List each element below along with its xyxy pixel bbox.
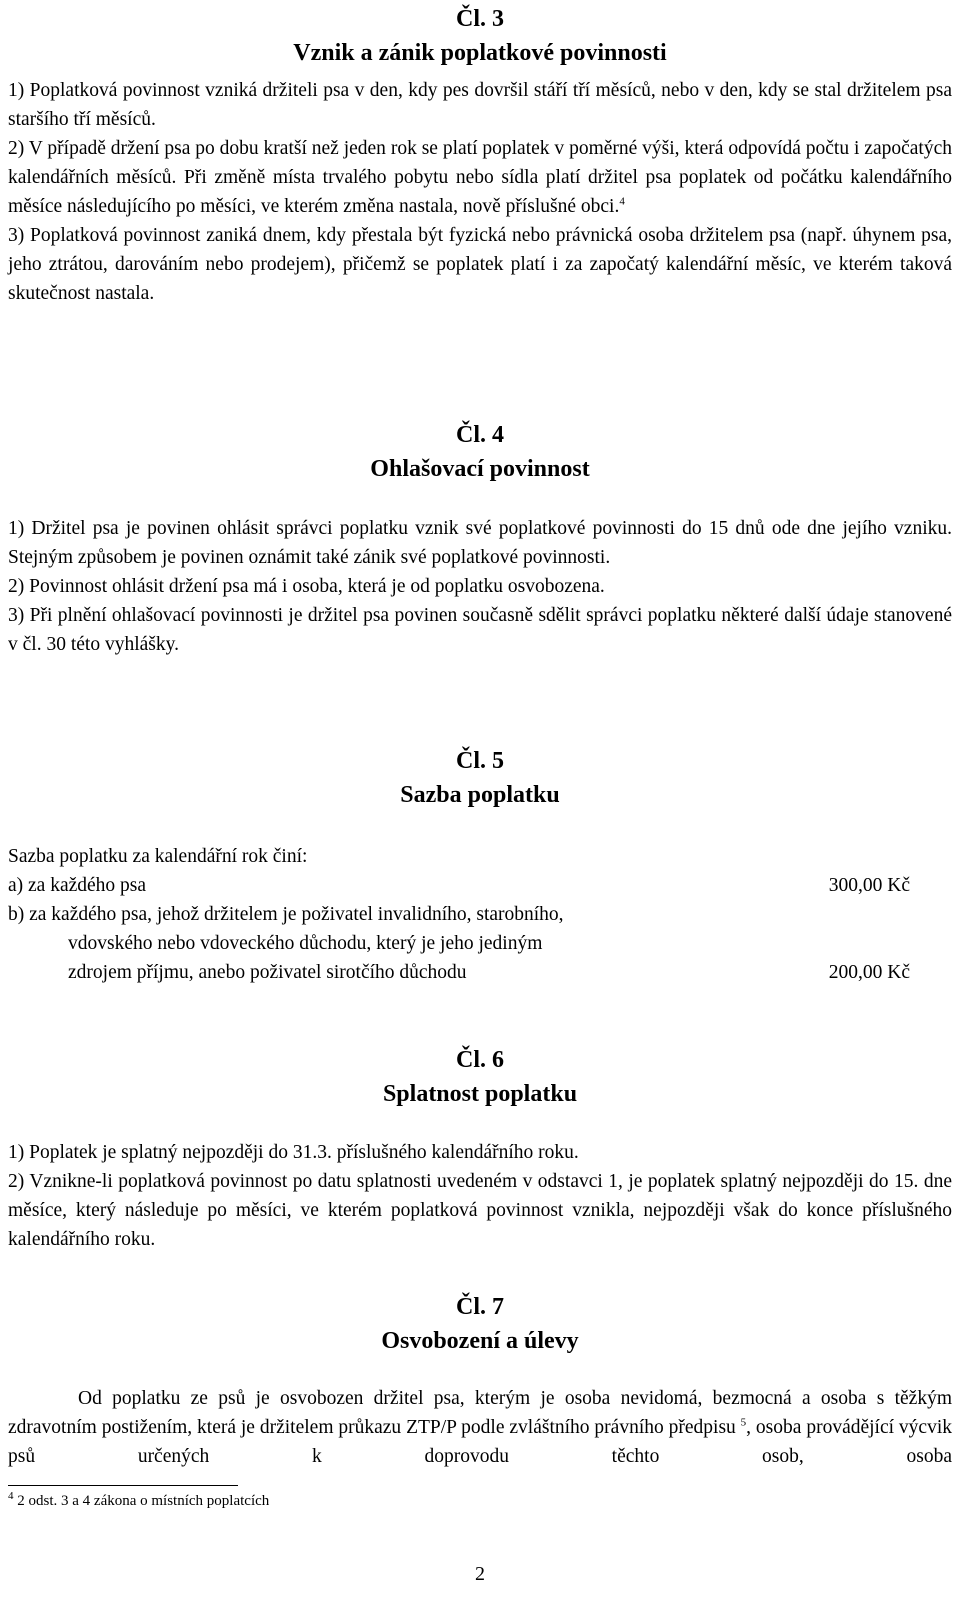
rate-a-text: a) za každého psa bbox=[8, 875, 147, 896]
article-4 bbox=[8, 418, 952, 486]
article-6-number: Čl. 6 bbox=[456, 1047, 504, 1073]
article-6 bbox=[8, 1043, 952, 1111]
article-3-para-1: 1) Poplatková povinnost vzniká držiteli psa v den, kdy pes dovršil stáří tří měsíců, nebo v den, kdy se stal držitelem psa staršího tří měsíců. bbox=[8, 80, 952, 130]
article-4-para-2: 2) Povinnost ohlásit držení psa má i osoba, která je od poplatku osvobozena. bbox=[8, 576, 605, 597]
article-5-body bbox=[8, 842, 952, 987]
rate-b-line-2: vdovského nebo vdoveckého důchodu, který je jeho jediným bbox=[68, 933, 543, 954]
page-number: 2 bbox=[475, 1563, 485, 1585]
article-4-para-3: 3) Při plnění ohlašovací povinnosti je držitel psa povinen současně sdělit správci poplatku některé další údaje stanovené v čl. 30 této vyhlášky. bbox=[8, 605, 952, 655]
rate-intro: Sazba poplatku za kalendářní rok činí: bbox=[8, 846, 308, 867]
article-4-body bbox=[8, 514, 952, 659]
article-7-body bbox=[8, 1384, 952, 1471]
footnote bbox=[8, 1490, 269, 1512]
article-3-para-3: 3) Poplatková povinnost zaniká dnem, kdy přestala být fyzická nebo právnická osoba držitelem psa (např. úhynem psa, jeho ztrátou, darováním nebo prodejem), přičemž se poplatek platí i za započatý kalendářní měsíc, ve kterém taková skutečnost nastala. bbox=[8, 225, 952, 304]
article-4-number: Čl. 4 bbox=[456, 422, 504, 448]
article-3-number: Čl. 3 bbox=[456, 6, 504, 32]
article-6-title: Splatnost poplatku bbox=[382, 1081, 578, 1107]
article-4-para-1: 1) Držitel psa je povinen ohlásit správci poplatku vznik své poplatkové povinnosti do 15 dnů ode dne jejího vzniku. Stejným způsobem je povinen oznámit také zánik své poplatkové povinnosti. bbox=[8, 518, 952, 568]
article-3-para-2 bbox=[8, 134, 952, 221]
article-7-para-1-tail: , osoba provádějící výcvik psů určených k doprovodu těchto osob, osoba bbox=[8, 1417, 952, 1467]
rate-a-amount: 300,00 Kč bbox=[828, 875, 910, 896]
article-6-para-2: 2) Vznikne-li poplatková povinnost po datu splatnosti uvedeném v odstavci 1, je poplatek splatný nejpozději do 15. dne měsíce, který následuje po měsíci, ve kterém poplatková povinnost vznikla, nejpozději však do konce příslušného kalendářního roku. bbox=[8, 1171, 952, 1250]
footnote-ref-4: 4 bbox=[619, 195, 625, 208]
article-7-para-1-text: Od poplatku ze psů je osvobozen držitel psa, kterým je osoba nevidomá, bezmocná a osoba s těžkým zdravotním postižením, která je držitelem průkazu ZTP/P podle zvláštního právního předpisu bbox=[8, 1388, 952, 1438]
article-5-title: Sazba poplatku bbox=[400, 782, 560, 808]
article-4-title: Ohlašovací povinnost bbox=[370, 456, 590, 482]
footnote-separator bbox=[8, 1485, 238, 1486]
rate-b-amount: 200,00 Kč bbox=[828, 962, 910, 983]
article-3 bbox=[8, 2, 952, 70]
article-3-body bbox=[8, 76, 952, 308]
article-7-title: Osvobození a úlevy bbox=[381, 1328, 579, 1354]
article-6-body bbox=[8, 1138, 952, 1254]
rate-b-line-1: b) za každého psa, jehož držitelem je poživatel invalidního, starobního, bbox=[8, 904, 564, 925]
rate-b-line-3 bbox=[8, 958, 952, 987]
article-7 bbox=[8, 1290, 952, 1358]
article-5 bbox=[8, 744, 952, 812]
footnote-text: 2 odst. 3 a 4 zákona o místních poplatcích bbox=[17, 1493, 270, 1509]
article-7-number: Čl. 7 bbox=[456, 1294, 504, 1320]
footnote-ref-5: 5 bbox=[740, 1416, 747, 1429]
article-5-number: Čl. 5 bbox=[456, 748, 504, 774]
article-3-title: Vznik a zánik poplatkové povinnosti bbox=[293, 40, 667, 66]
footnote-mark: 4 bbox=[8, 1490, 14, 1502]
rate-b-line-3-text: zdrojem příjmu, anebo poživatel sirotčího důchodu bbox=[68, 962, 467, 983]
article-6-para-1: 1) Poplatek je splatný nejpozději do 31.3. příslušného kalendářního roku. bbox=[8, 1142, 579, 1163]
rate-a bbox=[8, 871, 952, 900]
article-7-para-1 bbox=[8, 1384, 952, 1471]
article-3-para-2-text: 2) V případě držení psa po dobu kratší než jeden rok se platí poplatek v poměrné výši, která odpovídá počtu i započatých kalendářních měsíců. Při změně místa trvalého pobytu nebo sídla platí držitel psa poplatek od počátku kalendářního měsíce následujícího po měsíci, ve kterém změna nastala, nově příslušné obci. bbox=[8, 138, 952, 217]
